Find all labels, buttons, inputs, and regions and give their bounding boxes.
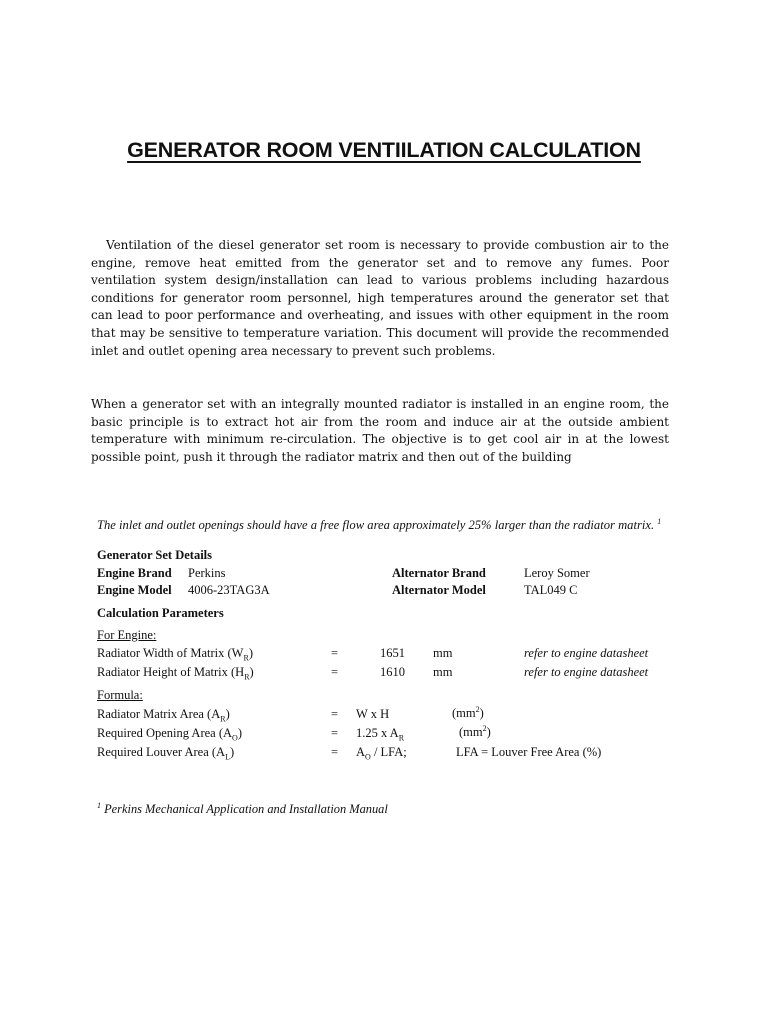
param-width-reference: refer to engine datasheet bbox=[524, 646, 649, 660]
param-height-reference: refer to engine datasheet bbox=[524, 665, 649, 679]
formula-louver-equals: = bbox=[331, 745, 339, 759]
footnote-number: 1 bbox=[97, 801, 101, 810]
alternator-brand-label: Alternator Brand bbox=[392, 566, 486, 580]
alternator-model-label: Alternator Model bbox=[392, 583, 486, 597]
alternator-model-value: TAL049 C bbox=[524, 583, 578, 597]
param-width-value: 1651 bbox=[380, 646, 405, 660]
formula-louver-label: Required Louver Area $(A_L)$ bbox=[97, 745, 235, 762]
param-width-equals: = bbox=[331, 646, 339, 660]
intro-paragraph: Ventilation of the diesel generator set room is necessary to provide combustion air to the engine, remove heat emitted from the generator set and to remove any fumes. Poor ventilation system design/installation can lead to various problems including hazardous conditions for generator room personnel, high temperatures around the generator set that can lead to poor performance and overheating, and issues with other equipment in the room that may be sensitive to temperature variation. This document will provide the recommended inlet and outlet opening area necessary to prevent such problems. bbox=[91, 238, 669, 358]
formula-opening-unit: $(mm^2)$ bbox=[459, 724, 491, 740]
formula-matrix-label: Radiator Matrix Area $(A_R)$ bbox=[97, 707, 230, 724]
page-title bbox=[0, 138, 768, 163]
params-heading: Calculation Parameters bbox=[97, 606, 224, 620]
engine-model-label: Engine Model bbox=[97, 583, 172, 597]
param-width-unit: mm bbox=[433, 646, 453, 660]
formula-matrix-equals: = bbox=[331, 707, 339, 721]
details-heading: Generator Set Details bbox=[97, 548, 213, 562]
page-title-text: GENERATOR ROOM VENTIILATION CALCULATION bbox=[127, 138, 641, 162]
formula-louver-lfa-note: LFA = Louver Free Area (%) bbox=[456, 745, 602, 759]
formula-matrix-unit: $(mm^2)$ bbox=[452, 705, 484, 721]
engine-brand-value: Perkins bbox=[188, 566, 226, 580]
formula-opening-expression: 1.25 x $A_R$ bbox=[356, 726, 405, 743]
opening-note bbox=[97, 517, 661, 533]
formula-heading: Formula: bbox=[97, 688, 143, 702]
formula-opening-label: Required Opening Area $(A_O)$ bbox=[97, 726, 242, 743]
footnote-text: Perkins Mechanical Application and Installation Manual bbox=[104, 802, 388, 816]
engine-model-value: 4006-23TAG3A bbox=[188, 583, 270, 597]
engine-brand-label: Engine Brand bbox=[97, 566, 172, 580]
alternator-brand-value: Leroy Somer bbox=[524, 566, 590, 580]
param-height-value: 1610 bbox=[380, 665, 405, 679]
param-height-equals: = bbox=[331, 665, 339, 679]
param-width-label: Radiator Width of Matrix $(W_R)$ bbox=[97, 646, 253, 663]
formula-opening-equals: = bbox=[331, 726, 339, 740]
opening-note-text: The inlet and outlet openings should have a free flow area approximately 25% larger than the radiator matrix. bbox=[97, 518, 655, 532]
formula-matrix-expression: W x H bbox=[356, 707, 390, 721]
footnote-marker: 1 bbox=[657, 517, 662, 526]
param-height-label: Radiator Height of Matrix $(H_R)$ bbox=[97, 665, 254, 682]
for-engine-heading: For Engine: bbox=[97, 628, 157, 642]
formula-louver-expression: $A_O$ / LFA; bbox=[356, 745, 407, 762]
principle-paragraph: When a generator set with an integrally mounted radiator is installed in an engine room, the basic principle is to extract hot air from the room and induce air at the outside ambient temperature with minimum re-circulation. The objective is to get cool air in at the lowest possible point, push it through the radiator matrix and then out of the building bbox=[91, 397, 669, 464]
param-height-unit: mm bbox=[433, 665, 453, 679]
footnote bbox=[97, 801, 388, 817]
